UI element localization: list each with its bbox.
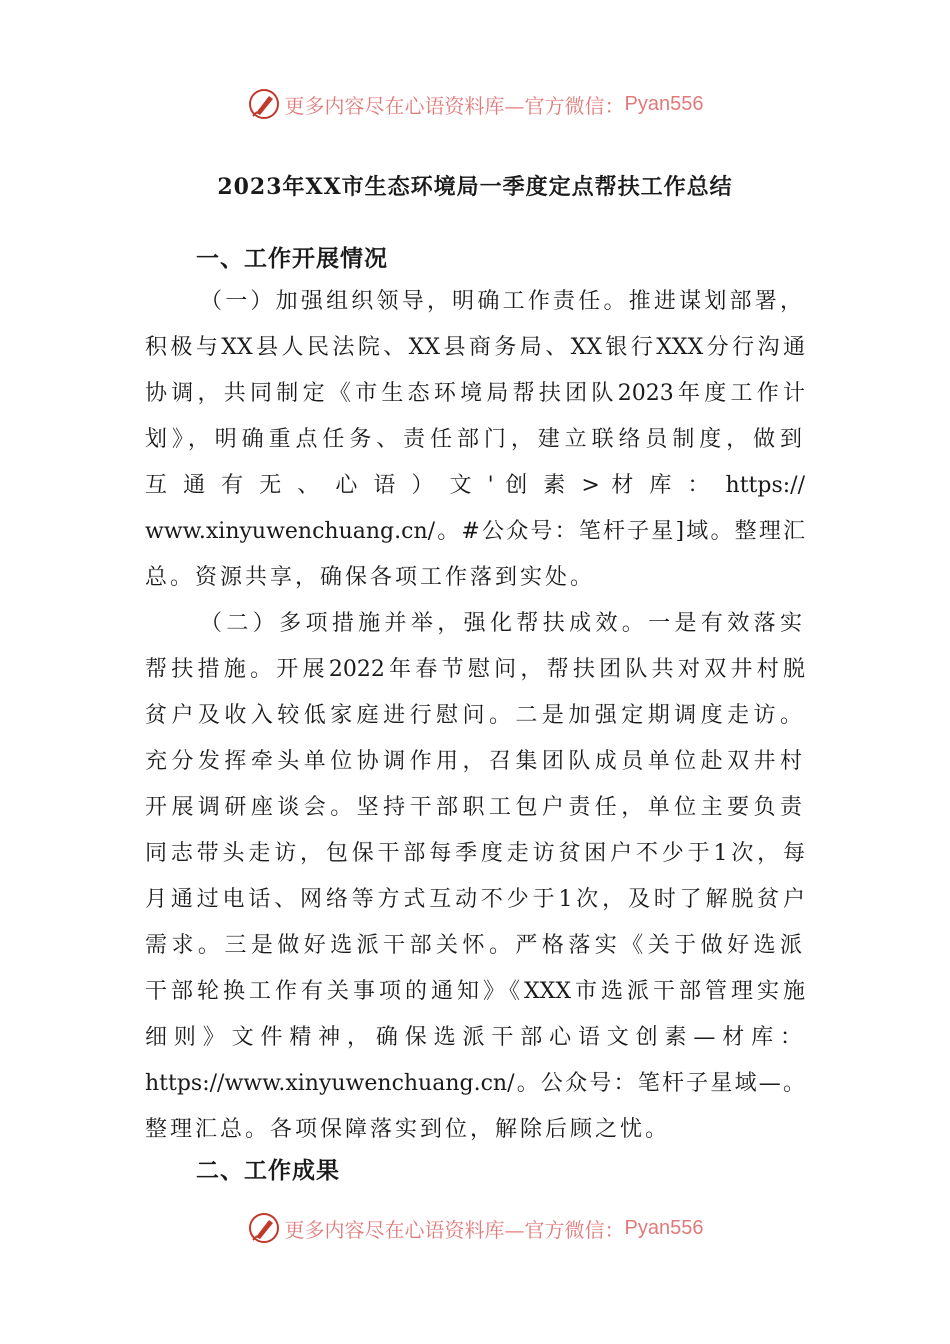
paragraph-line: 开展调研座谈会。坚持干部职工包户责任，单位主要负责: [145, 795, 805, 820]
paragraph-line: 积极与XX县人民法院、XX县商务局、XX银行XXX分行沟通: [145, 335, 805, 360]
paragraph-line: 贫户及收入较低家庭进行慰问。二是加强定期调度走访。: [145, 703, 805, 728]
section-heading-1: 一、工作开展情况: [196, 245, 388, 272]
document-title: 2023年XX市生态环境局一季度定点帮扶工作总结: [217, 174, 733, 200]
watermark-wechat: Pyan556: [624, 1216, 704, 1239]
paragraph-line: 充分发挥牵头单位协调作用，召集团队成员单位赴双井村: [145, 749, 805, 774]
paragraph-line: 帮扶措施。开展2022年春节慰问，帮扶团队共对双井村脱: [145, 657, 805, 682]
header-watermark: [0, 84, 950, 124]
paragraph-line: https://www.xinyuwenchuang.cn/。公众号：笔杆子星域—。: [145, 1071, 805, 1096]
watermark-text: 更多内容尽在心语资料库—官方微信：: [284, 1217, 625, 1242]
paragraph-line: 需求。三是做好选派干部关怀。严格落实《关于做好选派: [145, 933, 805, 958]
paragraph-line: （一）加强组织领导，明确工作责任。推进谋划部署，: [200, 289, 805, 314]
section-heading-2: 二、工作成果: [196, 1157, 340, 1184]
paragraph-line: 总。资源共享，确保各项工作落到实处。: [145, 565, 596, 590]
paragraph-line: www.xinyuwenchuang.cn/。#公众号：笔杆子星]域。整理汇: [145, 519, 805, 544]
watermark-wechat: Pyan556: [624, 92, 704, 115]
paragraph-line: 协调，共同制定《市生态环境局帮扶团队2023年度工作计: [145, 381, 805, 406]
paragraph-line: 干部轮换工作有关事项的通知》《XXX市选派干部管理实施: [145, 979, 805, 1004]
paragraph-line: 整理汇总。各项保障落实到位，解除后顾之忧。: [145, 1117, 671, 1142]
quill-logo-icon: [247, 87, 281, 121]
watermark-text: 更多内容尽在心语资料库—官方微信：: [284, 93, 625, 118]
paragraph-line: 划》，明确重点任务、责任部门，建立联络员制度，做到: [145, 427, 805, 452]
quill-logo-icon: [247, 1211, 281, 1245]
paragraph-line: 细则》文件精神，确保选派干部心语文创素—材库：: [145, 1025, 805, 1050]
paragraph-line: 月通过电话、网络等方式互动不少于1次，及时了解脱贫户: [145, 887, 805, 912]
paragraph-line: 互 通 有 无 、 心 语 ） 文 ' 创 素 > 材 库 ： https://: [145, 473, 805, 498]
paragraph-line: 同志带头走访，包保干部每季度走访贫困户不少于1次，每: [145, 841, 805, 866]
paragraph-line: （二）多项措施并举，强化帮扶成效。一是有效落实: [200, 611, 805, 636]
footer-watermark: [0, 1208, 950, 1248]
